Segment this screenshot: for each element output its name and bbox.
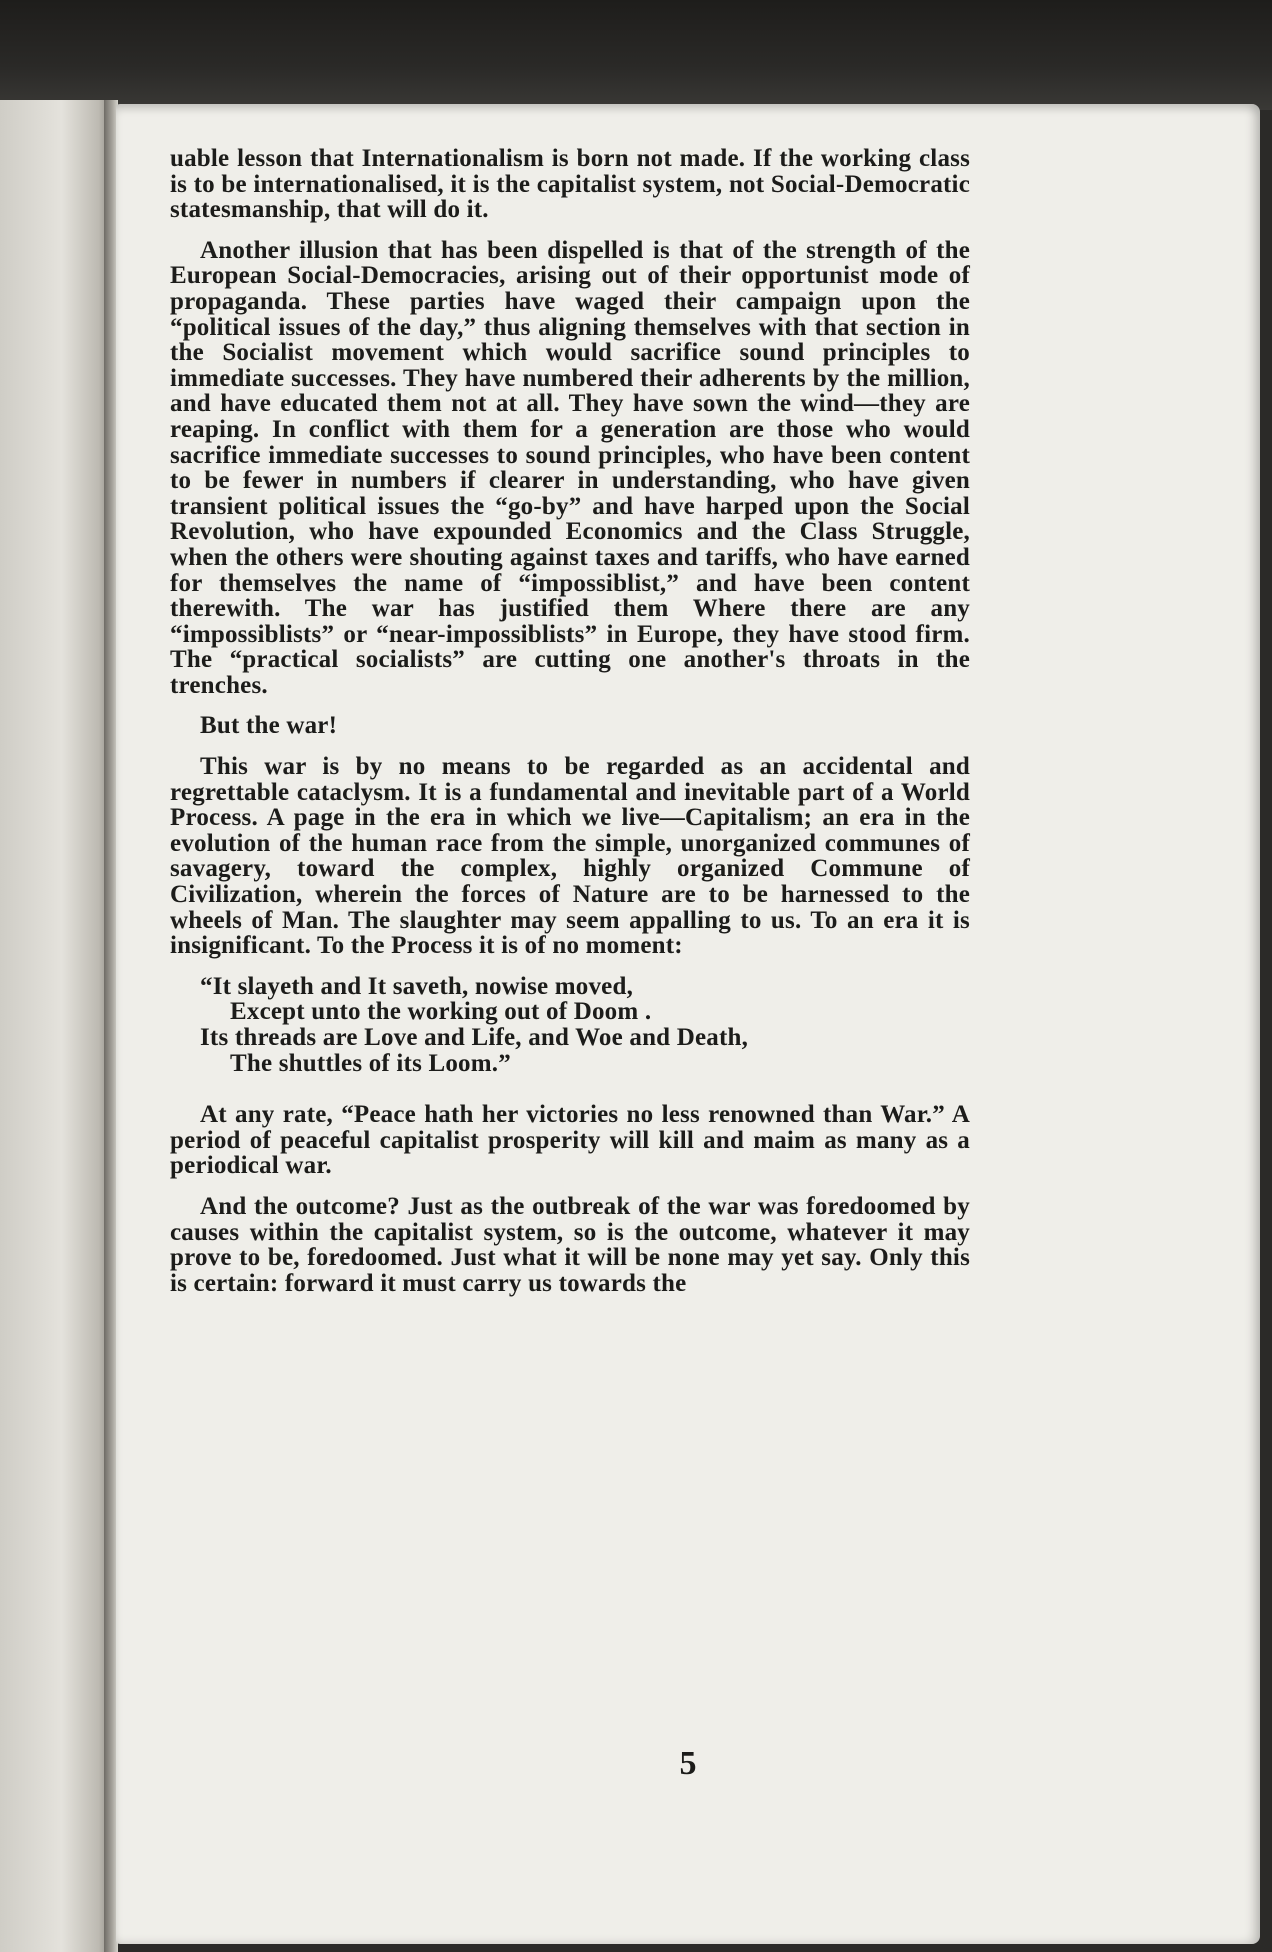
verse-line: Its threads are Love and Life, and Woe and Death, <box>200 1024 749 1051</box>
page-text <box>170 146 970 1311</box>
paragraph-but-the-war: But the war! <box>200 712 338 740</box>
verse-line: The shuttles of its Loom.” <box>230 1049 511 1077</box>
facing-page-edge <box>0 100 112 1952</box>
paragraph-outcome: And the outcome? Just as the outbreak of the war was foredoomed by causes within the capitalist system, so is the outcome, whatever it may prove to be, foredoomed. Just what it will be none may yet say. Only this is certain: forward it must carry us towards the <box>170 1192 970 1297</box>
paragraph-peace: At any rate, “Peace hath her victories no less renowned than War.” A period of peaceful capitalist prosperity will kill and maim as many as a periodical war. <box>170 1101 970 1180</box>
scan-background-top <box>0 0 1272 110</box>
verse-quotation <box>200 974 970 1076</box>
verse-line: “It slayeth and It saveth, nowise moved, <box>200 972 634 1000</box>
page-number: 5 <box>679 1745 697 1782</box>
paragraph-world-process: This war is by no means to be regarded as an accidental and regrettable cataclysm. It is a fundamental and inevitable part of a World Process. A page in the era in which we live—Capitalism; an era in the evolution of the human race from the simple, unorganized communes of savagery, toward the complex, highly organized Commune of Civilization, wherein the forces of Nature are to be harnessed to the wheels of Man. The slaughter may seem appalling to us. To an era it is insignificant. To the Process it is of no moment: <box>170 753 970 960</box>
verse-line: Except unto the working out of Doom . <box>230 998 652 1026</box>
paragraph-illusion: Another illusion that has been dispelled is that of the strength of the European Social-Democracies, arising out of their opportunist mode of propaganda. These parties have waged their campaign upon the “political issues of the day,” thus aligning themselves with that section in the Socialist movement which would sacrifice sound principles to immediate successes. They have numbered their adherents by the million, and have educated them not at all. They have sown the wind—they are reaping. In conflict with them for a generation are those who would sacrifice immediate successes to sound principles, who have been content to be fewer in numbers if clearer in understanding, who have given transient political issues the “go-by” and have harped upon the Social Revolution, who have expounded Economics and the Class Struggle, when the others were shouting against taxes and tariffs, who have earned for themselves the name of “impossiblist,” and have been content therewith. The war has justified them Where there are any “impossiblists” or “near-impossiblists” in Europe, they have stood firm. The “practical socialists” are cutting one another's throats in the trenches. <box>170 236 970 699</box>
paragraph-continued: uable lesson that Internationalism is born not made. If the working class is to be internationalised, it is the capitalist system, not Social-Democratic statesmanship, that will do it. <box>170 145 970 224</box>
